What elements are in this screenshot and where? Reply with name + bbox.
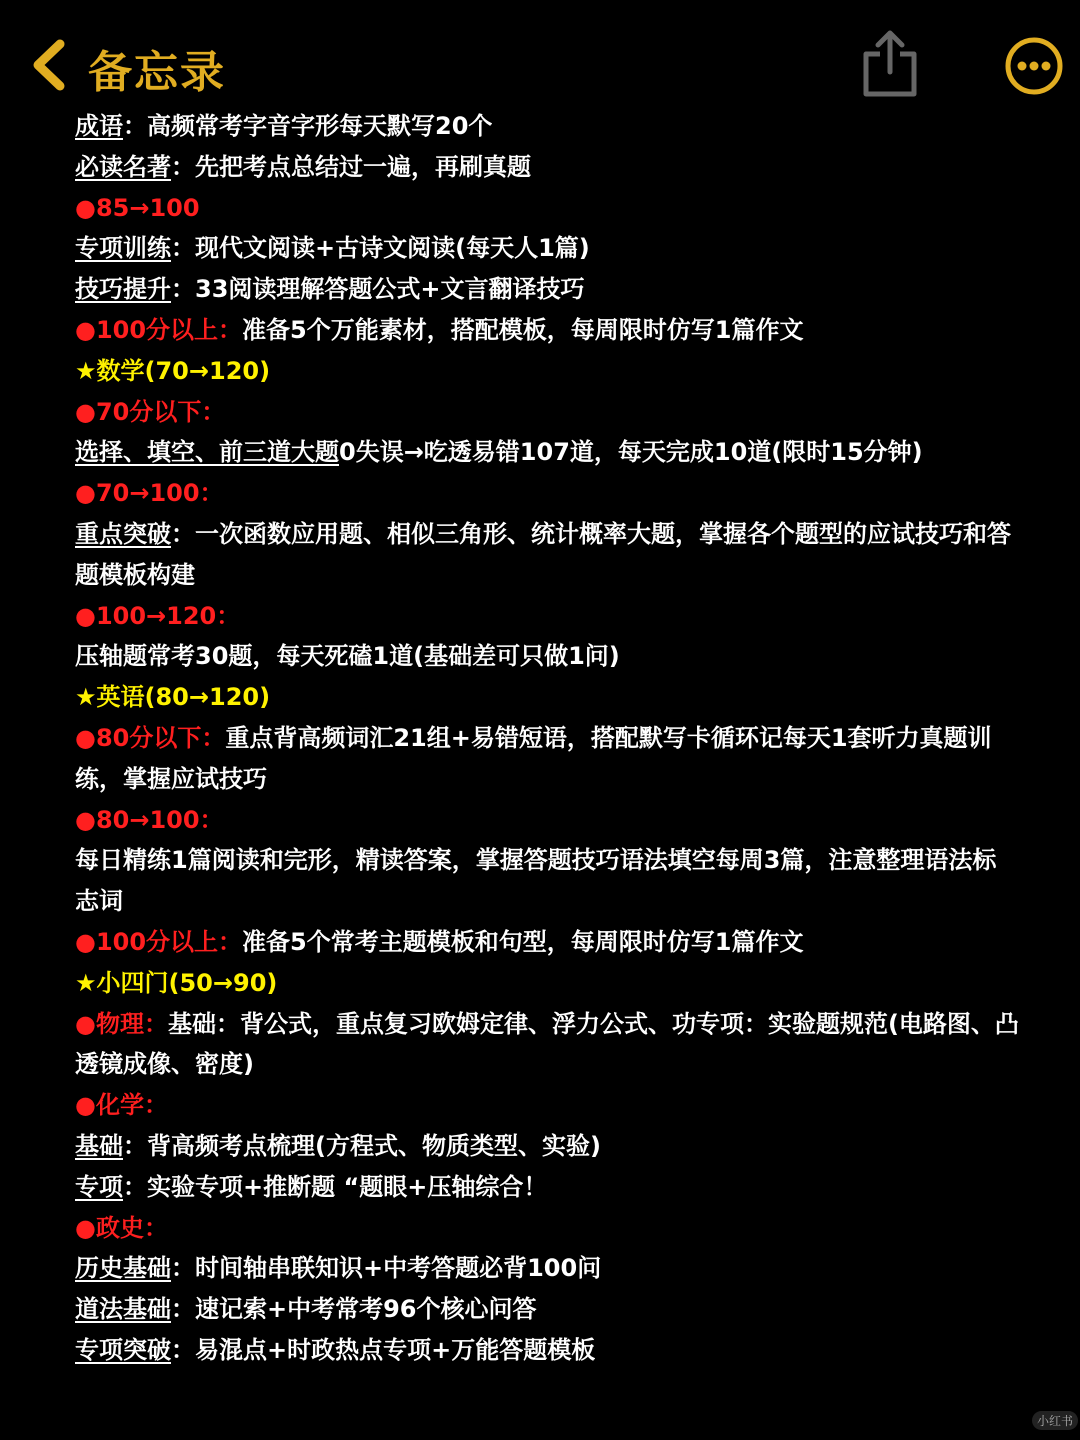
chevron-left-icon [24, 30, 94, 100]
line-text: 准备5个万能素材，搭配模板，每周限时仿写1篇作文 [242, 315, 804, 344]
note-line [75, 963, 1020, 1004]
note-line [75, 310, 1020, 351]
line-text: 基础：背公式，重点复习欧姆定律、浮力公式、功专项：实验题规范(电路图、凸透镜成像、密度) [75, 1009, 1019, 1079]
note-line [75, 392, 1020, 433]
section-heading: ●85→100 [75, 193, 200, 222]
share-button[interactable] [858, 28, 922, 98]
page-title: 备忘录 [88, 47, 226, 98]
note-line [75, 1126, 1020, 1167]
note-line [75, 473, 1020, 514]
section-heading: ●80→100： [75, 805, 224, 834]
underlined-label: 重点突破 [75, 519, 171, 548]
note-line [75, 1289, 1020, 1330]
note-line [75, 106, 1020, 147]
section-heading: ●100分以上： [75, 315, 243, 344]
section-heading: ●80分以下： [75, 723, 226, 752]
note-line [75, 1330, 1020, 1371]
section-heading: ●70分以下： [75, 397, 226, 426]
note-line [75, 269, 1020, 310]
note-line [75, 1085, 1020, 1126]
note-line [75, 840, 1020, 922]
underlined-label: 成语 [75, 112, 123, 140]
section-heading: ●70→100： [75, 479, 224, 508]
underlined-label: 道法基础 [75, 1295, 171, 1324]
note-line [75, 147, 1020, 188]
underlined-label: 基础 [75, 1131, 123, 1160]
line-text: ：实验专项+推断题 “题眼+压轴综合！ [123, 1172, 548, 1201]
line-text: 每日精练1篇阅读和完形，精读答案，掌握答题技巧语法填空每周3篇，注意整理语法标志词 [75, 846, 997, 916]
subject-heading: ★数学(70→120) [75, 356, 271, 385]
note-line [75, 432, 1020, 473]
underlined-label: 专项训练 [75, 234, 171, 263]
note-line [75, 800, 1020, 841]
watermark: 小红书 [1032, 1411, 1078, 1430]
line-text: 0失误→吃透易错107道，每天完成10道(限时15分钟) [339, 438, 923, 467]
share-icon [858, 28, 922, 98]
note-line [75, 351, 1020, 392]
line-text: ：现代文阅读+古诗文阅读(每天人1篇) [171, 234, 590, 263]
note-line [75, 1248, 1020, 1289]
more-button[interactable] [1004, 36, 1064, 96]
line-text: 重点背高频词汇21组+易错短语，搭配默写卡循环记每天1套听力真题训练，掌握应试技巧 [75, 723, 992, 793]
note-line [75, 1167, 1020, 1208]
note-line [75, 677, 1020, 718]
section-heading: ●化学： [75, 1091, 168, 1120]
section-heading: ●政史： [75, 1213, 168, 1242]
note-line [75, 1004, 1020, 1086]
section-heading: ●100分以上： [75, 927, 243, 956]
note-line [75, 514, 1020, 596]
note-body[interactable] [75, 106, 1020, 1371]
line-text: ：速记索+中考常考96个核心问答 [171, 1295, 537, 1324]
note-line [75, 636, 1020, 677]
underlined-label: 选择、填空、前三道大题 [75, 438, 339, 467]
note-line [75, 1208, 1020, 1249]
underlined-label: 技巧提升 [75, 275, 171, 304]
line-text: ：先把考点总结过一遍，再刷真题 [171, 152, 531, 181]
subject-heading: ★英语(80→120) [75, 683, 271, 712]
underlined-label: 必读名著 [75, 152, 171, 181]
section-heading: ●物理： [75, 1009, 168, 1038]
line-text: ：一次函数应用题、相似三角形、统计概率大题，掌握各个题型的应试技巧和答题模板构建 [75, 519, 1011, 589]
back-button[interactable] [24, 30, 94, 100]
top-bar [0, 0, 1080, 120]
underlined-label: 历史基础 [75, 1254, 171, 1283]
note-line [75, 718, 1020, 800]
subject-heading: ★小四门(50→90) [75, 968, 278, 997]
line-text: 准备5个常考主题模板和句型，每周限时仿写1篇作文 [242, 927, 804, 956]
line-text: ：33阅读理解答题公式+文言翻译技巧 [171, 275, 585, 304]
line-text: ：高频常考字音字形每天默写20个 [123, 112, 493, 140]
line-text: ：时间轴串联知识+中考答题必背100问 [171, 1254, 602, 1283]
underlined-label: 专项突破 [75, 1335, 171, 1364]
note-line [75, 922, 1020, 963]
underlined-label: 专项 [75, 1172, 123, 1201]
line-text: 压轴题常考30题，每天死磕1道(基础差可只做1问) [75, 642, 620, 671]
note-line [75, 188, 1020, 229]
more-circle-icon [1004, 36, 1064, 96]
section-heading: ●100→120： [75, 601, 241, 630]
note-line [75, 596, 1020, 637]
line-text: ：背高频考点梳理(方程式、物质类型、实验) [123, 1131, 601, 1160]
line-text: ：易混点+时政热点专项+万能答题模板 [171, 1335, 596, 1364]
note-line [75, 228, 1020, 269]
